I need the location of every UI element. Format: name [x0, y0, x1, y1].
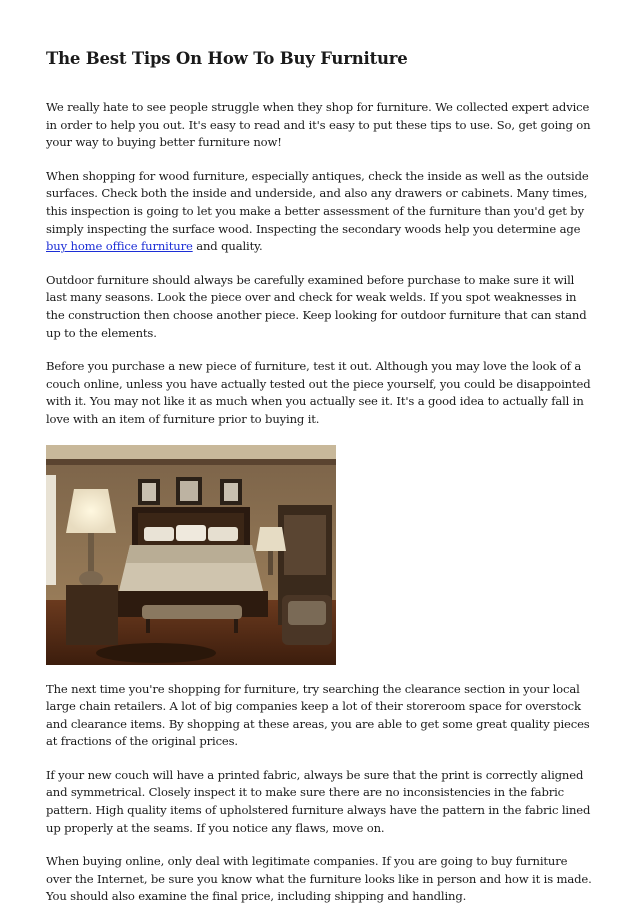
buy-home-office-furniture-link[interactable]: buy home office furniture	[46, 239, 193, 254]
bedroom-furniture-photo	[46, 445, 336, 665]
paragraph-clearance: The next time you're shopping for furniture, try searching the clearance section in your local large chain retailers. A lot of big companies keep a lot of their storeroom space for overstock and clearance items. By shopping at these areas, you are able to get some great quality pieces at fractions of the original prices.	[46, 681, 590, 749]
paragraph-test-furniture: Before you purchase a new piece of furniture, test it out. Although you may love the look of a couch online, unless you have actually tested out the piece yourself, you could be disappointed with it. You may not like it as much when you actually see it. It's a good idea to actually fall in love with an item of furniture prior to buying it.	[46, 359, 591, 426]
paragraph-outdoor-furniture: Outdoor furniture should always be carefully examined before purchase to make sure it will last many seasons. Look the piece over and check for weak welds. If you spot weaknesses in the construction then choose another piece. Keep looking for outdoor furniture that can stand up to the elements.	[46, 272, 587, 340]
page-title: The Best Tips On How To Buy Furniture	[46, 49, 408, 68]
paragraph-wood-text-end: and quality.	[192, 239, 263, 254]
paragraph-printed-fabric: If your new couch will have a printed fabric, always be sure that the print is correctly aligned and symmetrical. Closely inspect it to make sure there are no inconsistencies in the fabric pattern. High quality items of upholstered furniture always have the pattern in the fabric lined up properly at the seams. If you notice any flaws, move on.	[46, 767, 591, 835]
paragraph-intro: We really hate to see people struggle when they shop for furniture. We collected expert advice in order to help you out. It's easy to read and it's easy to put these tips to use. So, get going on your way to buying better furniture now!	[46, 100, 591, 150]
paragraph-wood-furniture	[46, 168, 592, 256]
paragraph-wood-text: When shopping for wood furniture, especially antiques, check the inside as well as the outside surfaces. Check both the inside and underside, and also any drawers or cabinets. Many times, this inspection is going to let you make a better assessment of the furniture than you'd get by simply inspecting the surface wood. Inspecting the secondary woods help you determine age	[46, 168, 589, 236]
paragraph-buying-online: When buying online, only deal with legitimate companies. If you are going to buy furniture over the Internet, be sure you know what the furniture looks like in person and how it is made. You should also examine the final price, including shipping and handling.	[46, 854, 592, 904]
document-page	[46, 48, 592, 922]
